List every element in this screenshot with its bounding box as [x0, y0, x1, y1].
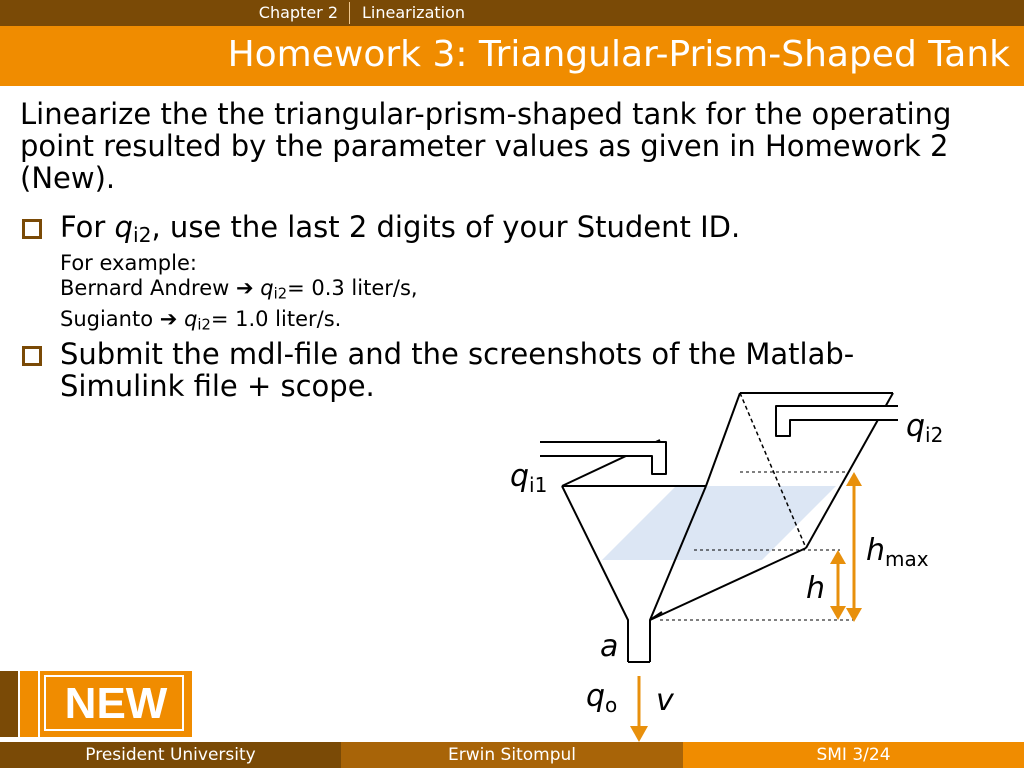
qo-label: $q_o$	[586, 679, 618, 717]
footer-institution: President University	[0, 742, 341, 768]
footer	[0, 742, 1024, 768]
inlet-pipe-2	[776, 406, 898, 436]
new-badge	[0, 671, 192, 737]
bullet-text: For qi2, use the last 2 digits of your Student ID. For example: Bernard Andrew ➔ qi2= 0.3 liter/s, Sugianto ➔ qi2= 1.0 liter/s.	[60, 211, 1010, 337]
h-label: h	[806, 571, 826, 606]
hmax-label: $h_{max}$	[866, 533, 929, 571]
example-row: Sugianto ➔ qi2= 1.0 liter/s.	[60, 306, 342, 334]
arrow-right-icon: ➔	[236, 276, 254, 301]
intro-paragraph: Linearize the the triangular-prism-shaped tank for the operating point resulted by the parameter values as given in Homework 2 (New).	[20, 97, 952, 195]
example-intro: For example:	[60, 251, 197, 276]
arrow-right-icon: ➔	[159, 306, 178, 331]
chapter-label: Chapter 2	[258, 3, 338, 22]
footer-author: Erwin Sitompul	[341, 742, 683, 768]
footer-page: SMI 3/24	[683, 742, 1024, 768]
example-row: Bernard Andrew ➔ qi2= 0.3 liter/s,	[60, 276, 418, 303]
inlet-pipe-1	[540, 442, 666, 474]
water-surface	[602, 486, 836, 560]
qi2-label: $q_{i2}$	[906, 409, 944, 447]
bullet-text: Submit the mdl-file and the screenshots of the Matlab- Simulink file + scope.	[60, 337, 855, 403]
qi1-label: $q_{i1}$	[510, 459, 548, 497]
a-label: a	[600, 629, 619, 664]
new-badge-label: NEW	[40, 671, 192, 737]
page-title: Homework 3: Triangular-Prism-Shaped Tank	[227, 34, 1010, 75]
v-label: v	[656, 683, 674, 718]
topic-label: Linearization	[362, 3, 466, 22]
